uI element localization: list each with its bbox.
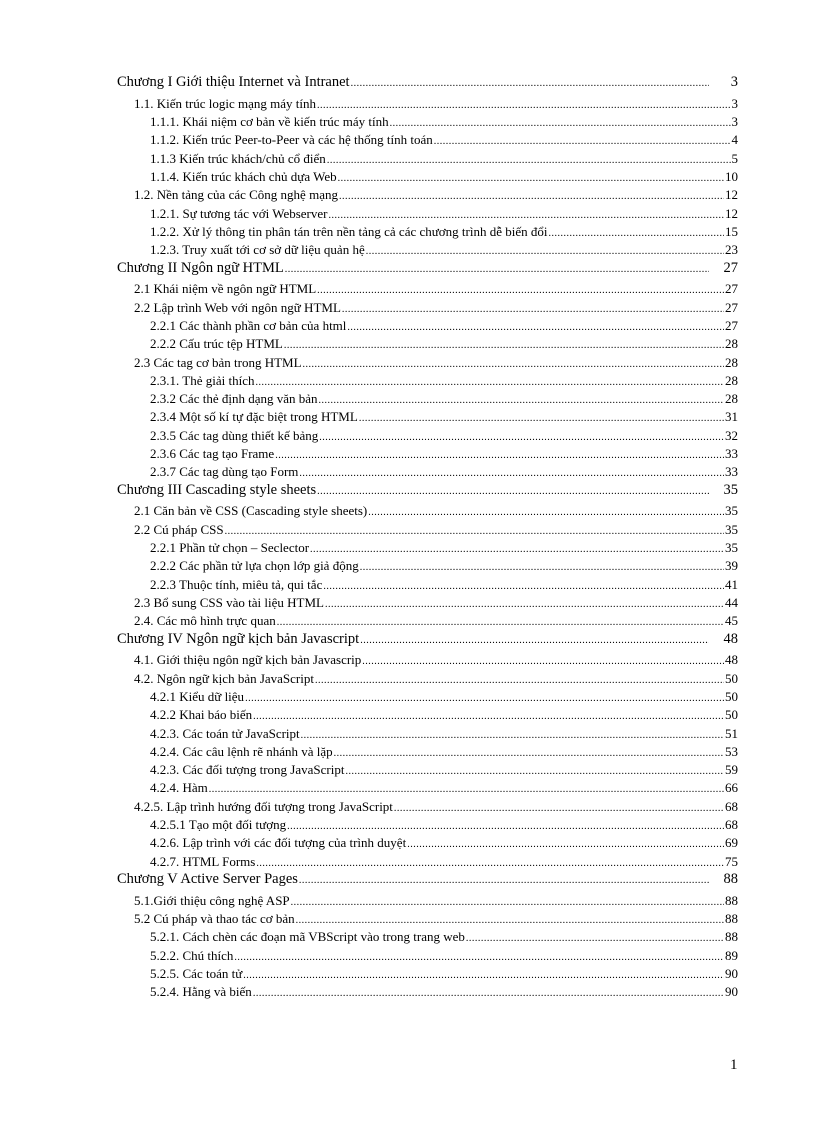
toc-entry-page: 5 [731,150,738,166]
toc-entry-page: 31 [725,409,738,425]
toc-entry-title: 2.2.2 Các phần tử lựa chọn lớp giả động [150,558,359,574]
toc-entry-title: 5.2.4. Hằng và biến [150,984,252,1000]
toc-entry[interactable] [150,853,738,872]
toc-entry-title: 1.1.2. Kiến trúc Peer-to-Peer và các hệ thống tính toán [150,132,433,148]
toc-entry-page: 68 [725,817,738,832]
dot-leader [245,690,724,707]
toc-entry-page: 44 [725,594,738,610]
toc-entry[interactable] [150,131,738,150]
toc-entry[interactable] [150,947,738,966]
toc-entry-title: 4.2.4. Hàm [150,780,208,796]
toc-entry[interactable] [134,651,738,670]
toc-entry-title: 4.2.5. Lập trình hướng đối tượng trong JavaScript [134,798,393,814]
toc-entry-title: 1.2.2. Xử lý thông tin phân tán trên nền tảng cả các chương trình dễ biến đổi [150,223,548,239]
dot-leader [368,504,724,521]
toc-entry[interactable] [134,612,738,631]
toc-entry-title: 4.2.3. Các đối tượng trong JavaScript [150,762,345,778]
toc-entry-title: 5.2.1. Cách chèn các đoạn mã VBScript vào trong trang web [150,929,465,945]
toc-entry-title: 2.2.2 Cấu trúc tệp HTML [150,336,283,352]
toc-entry[interactable] [134,299,738,318]
toc-entry-page: 28 [725,354,738,370]
toc-entry-title: 2.4. Các mô hình trực quan [134,613,276,629]
page-number: 1 [730,1057,738,1073]
toc-entry-page: 27 [723,259,738,276]
toc-entry[interactable] [134,892,738,911]
toc-entry-page: 10 [725,169,738,184]
toc-entry-page: 35 [725,540,738,555]
dot-leader [234,949,724,966]
toc-entry-title: 4.1. Giới thiệu ngôn ngữ kịch bản Javascrip [134,652,362,668]
toc-entry[interactable] [150,335,738,354]
toc-entry-title: 1.2.3. Truy xuất tới cơ sở dữ liệu quản hệ [150,242,365,258]
toc-entry[interactable] [134,594,738,613]
dot-leader [291,894,724,911]
toc-entry[interactable] [150,223,738,242]
toc-entry[interactable] [134,280,738,299]
toc-entry[interactable] [150,743,738,762]
toc-entry-title: 2.1 Căn bản về CSS (Cascading style sheets) [134,503,368,519]
toc-entry-title: 5.1.Giới thiệu công nghệ ASP [134,892,290,908]
toc-chapter[interactable] [117,259,738,279]
toc-entry-title: 5.2.2. Chú thích [150,947,234,963]
toc-entry-title: Chương III Cascading style sheets [117,481,317,498]
toc-entry-title: Chương II Ngôn ngữ HTML [117,259,284,276]
dot-leader [317,97,731,114]
dot-leader [360,559,724,576]
dot-leader [317,282,724,299]
toc-entry[interactable] [150,928,738,947]
dot-leader [360,631,709,650]
toc-entry-title: 1.1.3 Kiến trúc khách/chủ cổ điển [150,150,326,166]
dot-leader [549,225,724,242]
toc-entry-title: Chương I Giới thiệu Internet và Intranet [117,74,350,90]
toc-entry[interactable] [150,150,738,169]
toc-entry-page: 50 [725,707,738,723]
toc-entry-title: 2.2 Lập trình Web với ngôn ngữ HTML [134,299,341,315]
toc-entry-page: 39 [725,558,738,574]
dot-leader [284,337,724,354]
toc-entry[interactable] [134,354,738,373]
toc-entry-title: 1.1. Kiến trúc logic mạng máy tính [134,95,316,111]
toc-entry-page: 12 [725,187,738,203]
toc-entry[interactable] [150,168,738,187]
toc-entry-title: 2.2.1 Phần tử chọn – Seclector [150,540,310,555]
toc-entry-title: 4.2.2 Khai báo biến [150,707,253,723]
toc-entry-title: 2.3.5 Các tag dùng thiết kế bảng [150,427,319,443]
toc-entry[interactable] [150,539,738,558]
toc-entry-title: 2.2.3 Thuộc tính, miêu tả, qui tắc [150,576,323,592]
dot-leader [394,800,724,817]
toc-entry-title: 2.2 Cú pháp CSS [134,521,224,537]
toc-entry-page: 35 [725,521,738,537]
toc-entry[interactable] [150,317,738,336]
toc-entry[interactable] [150,241,738,260]
dot-leader [390,115,731,132]
toc-entry[interactable] [150,779,738,798]
toc-entry-page: 68 [725,798,738,814]
dot-leader [275,447,724,464]
toc-entry-page: 59 [725,762,738,778]
toc-entry-title: Chương IV Ngôn ngữ kịch bản Javascript [117,630,360,647]
toc-entry-title: 4.2.7. HTML Forms [150,853,256,869]
dot-leader [319,392,724,409]
toc-entry-page: 48 [723,630,738,647]
toc-entry[interactable] [150,557,738,576]
toc-entry-page: 4 [731,132,738,148]
toc-entry-page: 33 [725,464,738,480]
toc-chapter[interactable] [117,870,738,890]
toc-entry-page: 75 [725,853,738,869]
toc-entry[interactable] [150,463,738,482]
toc-entry[interactable] [150,576,738,595]
dot-leader [327,152,731,169]
toc-entry-page: 51 [725,725,738,741]
dot-leader [255,374,724,391]
dot-leader [303,356,724,373]
toc-entry[interactable] [150,372,738,391]
dot-leader [359,410,724,427]
toc-entry-page: 3 [731,114,738,130]
toc-entry-page: 88 [723,870,738,887]
toc-entry[interactable] [150,205,738,224]
dot-leader [328,207,724,224]
toc-entry[interactable] [134,798,738,817]
dot-leader [466,930,724,947]
toc-entry-page: 50 [725,688,738,704]
toc-chapter[interactable] [117,73,738,93]
toc-entry-page: 32 [725,427,738,443]
toc-entry-title: 2.2.1 Các thành phần cơ bản của html [150,317,347,333]
toc-entry-page: 33 [725,446,738,461]
toc-entry-page: 90 [725,984,738,1000]
toc-entry-page: 27 [725,299,738,315]
toc-entry-page: 48 [725,652,738,668]
dot-leader [338,170,724,187]
toc-entry-page: 89 [725,947,738,963]
toc-entry[interactable] [134,186,738,205]
toc-entry[interactable] [150,408,738,427]
toc-entry-title: 1.2. Nền tảng của các Công nghệ mạng [134,187,338,203]
toc-entry-title: 2.3.6 Các tag tạo Frame [150,446,275,461]
toc-entry-title: Chương V Active Server Pages [117,870,298,887]
dot-leader [319,429,724,446]
dot-leader [317,482,709,501]
toc-entry-title: 2.1 Khái niệm về ngôn ngữ HTML [134,281,317,297]
toc-entry-title: 4.2.5.1 Tạo một đối tượng [150,817,287,832]
toc-chapter[interactable] [117,630,738,650]
toc-entry-page: 88 [725,911,738,926]
toc-entry-page: 15 [725,223,738,239]
toc-entry[interactable] [150,816,738,835]
dot-leader [323,578,724,595]
toc-entry-title: 2.3 Các tag cơ bản trong HTML [134,354,302,370]
toc-entry-title: 5.2.5. Các toán tử [150,965,243,981]
toc-entry-title: 2.3 Bổ sung CSS vào tài liệu HTML [134,594,324,610]
toc-entry-page: 50 [725,670,738,686]
dot-leader [407,836,724,853]
toc-entry-page: 88 [725,929,738,945]
toc-entry-page: 45 [725,613,738,629]
dot-leader [209,781,724,798]
dot-leader [225,523,724,540]
toc-entry-page: 69 [725,835,738,851]
toc-entry-title: 1.1.4. Kiến trúc khách chủ dựa Web [150,169,337,184]
dot-leader [315,672,724,689]
toc-entry[interactable] [150,761,738,780]
dot-leader [285,260,709,279]
toc-entry-title: 4.2. Ngôn ngữ kịch bản JavaScript [134,670,314,686]
dot-leader [310,541,724,558]
dot-leader [434,133,731,150]
toc-entry[interactable] [150,113,738,132]
toc-entry-title: 4.2.3. Các toán tử JavaScript [150,725,300,741]
toc-entry[interactable] [134,670,738,689]
toc-entry-title: 4.2.6. Lập trình với các đối tượng của trình duyệt [150,835,407,851]
toc-entry-title: 5.2 Cú pháp và thao tác cơ bản [134,911,295,926]
toc-entry-page: 28 [725,391,738,407]
toc-entry-title: 4.2.4. Các câu lệnh rẽ nhánh và lặp [150,743,333,759]
toc-entry[interactable] [134,95,738,114]
toc-entry-title: 2.3.1. Thẻ giải thích [150,372,255,388]
dot-leader [325,596,724,613]
toc-entry-title: 1.2.1. Sự tương tác với Webserver [150,205,328,221]
toc-entry-page: 27 [725,281,738,297]
dot-leader [253,985,724,1002]
toc-entry[interactable] [150,965,738,984]
toc-entry-page: 27 [725,317,738,333]
toc-entry[interactable] [150,983,738,1002]
toc-entry-page: 35 [725,503,738,519]
dot-leader [287,818,724,835]
toc-entry-title: 1.1.1. Khái niệm cơ bản về kiến trúc máy tính [150,114,389,130]
dot-leader [362,653,724,670]
dot-leader [299,871,709,890]
toc-entry[interactable] [150,706,738,725]
dot-leader [334,745,724,762]
toc-entry[interactable] [150,688,738,707]
toc-entry-page: 53 [725,743,738,759]
dot-leader [342,301,724,318]
toc-entry-page: 23 [725,242,738,258]
toc-entry-title: 2.3.4 Một số kí tự đặc biệt trong HTML [150,409,358,425]
dot-leader [253,708,724,725]
dot-leader [296,912,724,929]
toc-entry-page: 41 [725,576,738,592]
toc-chapter[interactable] [117,481,738,501]
toc-entry-page: 28 [725,372,738,388]
dot-leader [345,763,724,780]
toc-entry-page: 88 [725,892,738,908]
toc-entry-title: 2.3.7 Các tag dùng tạo Form [150,464,299,480]
toc-entry[interactable] [150,390,738,409]
toc-entry[interactable] [150,427,738,446]
toc-entry-page: 66 [725,780,738,796]
toc-entry[interactable] [134,521,738,540]
dot-leader [347,319,724,336]
toc-entry-page: 12 [725,205,738,221]
toc-entry-page: 28 [725,336,738,352]
toc-entry-page: 35 [723,481,738,498]
toc-entry-page: 90 [725,965,738,981]
toc-entry[interactable] [150,834,738,853]
toc-entry-page: 3 [730,74,738,90]
toc-entry[interactable] [150,445,738,464]
toc-entry-title: 2.3.2 Các thẻ định dạng văn bản [150,391,318,407]
dot-leader [339,188,724,205]
toc-entry-title: 4.2.1 Kiểu dữ liệu [150,688,245,704]
dot-leader [243,967,724,984]
toc-entry-page: 3 [731,95,738,111]
toc-entry[interactable] [134,502,738,521]
dot-leader [301,727,724,744]
dot-leader [351,74,709,93]
toc-entry[interactable] [134,910,738,929]
toc-entry[interactable] [150,725,738,744]
